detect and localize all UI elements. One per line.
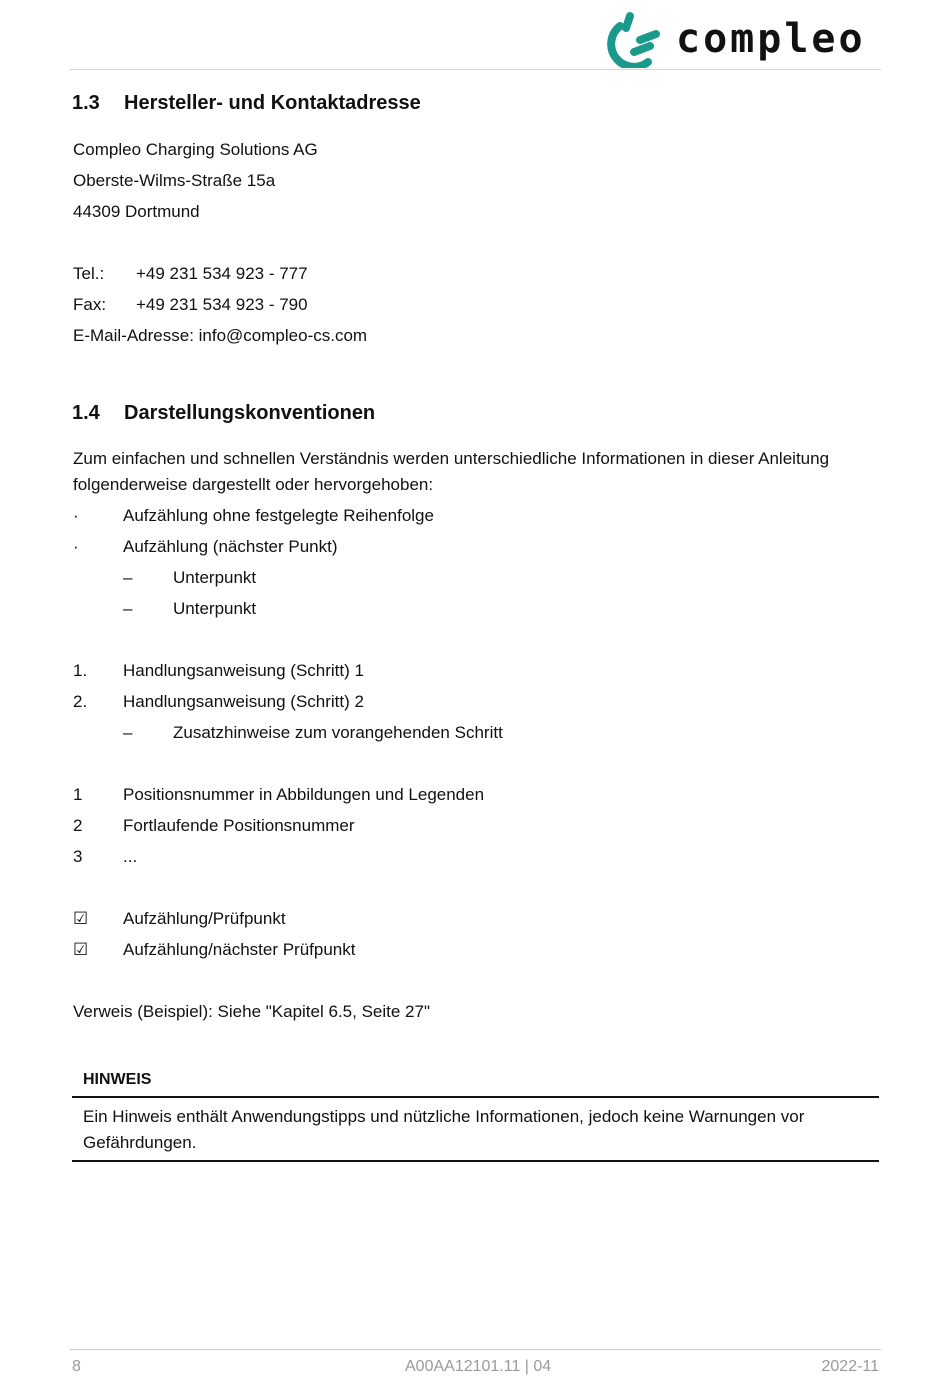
address-line: Oberste-Wilms-Straße 15a <box>73 171 276 190</box>
list-item-text: ... <box>123 847 138 866</box>
phone-label: Tel.: <box>73 264 105 283</box>
list-item-text: Positionsnummer in Abbildungen und Legenden <box>123 785 485 804</box>
list-item-text: Handlungsanweisung (Schritt) 1 <box>123 661 364 680</box>
header-divider <box>70 69 881 70</box>
page-number: 8 <box>72 1358 81 1375</box>
bullet-marker: · <box>73 506 79 525</box>
document-date: 2022-11 <box>821 1358 879 1375</box>
list-item-text: Unterpunkt <box>173 599 257 618</box>
document-id: A00AA12101.11 | 04 <box>405 1358 552 1375</box>
list-item-text: Aufzählung (nächster Punkt) <box>123 537 338 556</box>
fax-label: Fax: <box>73 295 107 314</box>
dash-marker: – <box>123 568 133 587</box>
logo-wordmark: compleo <box>676 16 866 62</box>
dash-marker: – <box>123 723 133 742</box>
compleo-plug-icon <box>604 10 668 68</box>
position-number: 1 <box>73 785 83 804</box>
compleo-logo <box>604 10 874 68</box>
notice-top-rule <box>72 1096 879 1098</box>
list-item-text: Fortlaufende Positionsnummer <box>123 816 355 835</box>
phone-value: +49 231 534 923 - 777 <box>136 264 308 283</box>
dash-marker: – <box>123 599 133 618</box>
bullet-marker: · <box>73 537 79 556</box>
list-item-text: Handlungsanweisung (Schritt) 2 <box>123 692 364 711</box>
position-number: 2 <box>73 816 83 835</box>
list-item-text: Zusatzhinweise zum vorangehenden Schritt <box>173 723 503 742</box>
email-line: E-Mail-Adresse: info@compleo-cs.com <box>73 326 368 345</box>
step-number: 2. <box>73 692 88 711</box>
step-number: 1. <box>73 661 88 680</box>
section-heading-1-3 <box>72 91 421 115</box>
list-item-text: Unterpunkt <box>173 568 257 587</box>
section-title: Darstellungskonventionen <box>124 402 376 424</box>
section-number: 1.3 <box>72 92 100 114</box>
section-number: 1.4 <box>72 402 100 424</box>
footer-divider <box>70 1349 881 1350</box>
list-item-text: Aufzählung/nächster Prüfpunkt <box>123 940 356 959</box>
address-line: 44309 Dortmund <box>73 202 200 221</box>
fax-value: +49 231 534 923 - 790 <box>136 295 308 314</box>
list-item-text: Aufzählung ohne festgelegte Reihenfolge <box>123 506 434 525</box>
list-item-text: Aufzählung/Prüfpunkt <box>123 909 286 928</box>
position-number: 3 <box>73 847 83 866</box>
notice-title: HINWEIS <box>83 1071 152 1088</box>
notice-text: Ein Hinweis enthält Anwendungstipps und nützliche Informationen, jedoch keine Warnungen vor Gefährdungen. <box>83 1107 805 1152</box>
intro-paragraph: Zum einfachen und schnellen Verständnis werden unterschiedliche Informationen in dieser Anleitung folgenderweise dargestellt oder hervorgehoben: <box>73 449 830 494</box>
phone-line <box>73 261 308 287</box>
reference-example: Verweis (Beispiel): Siehe "Kapitel 6.5, Seite 27" <box>73 1002 430 1021</box>
fax-line <box>73 292 308 318</box>
section-heading-1-4 <box>72 401 375 425</box>
checkbox-icon: ☑ <box>73 909 89 928</box>
notice-bottom-rule <box>72 1160 879 1162</box>
address-line: Compleo Charging Solutions AG <box>73 140 318 159</box>
checkbox-icon: ☑ <box>73 940 89 959</box>
section-title: Hersteller- und Kontaktadresse <box>124 92 421 114</box>
